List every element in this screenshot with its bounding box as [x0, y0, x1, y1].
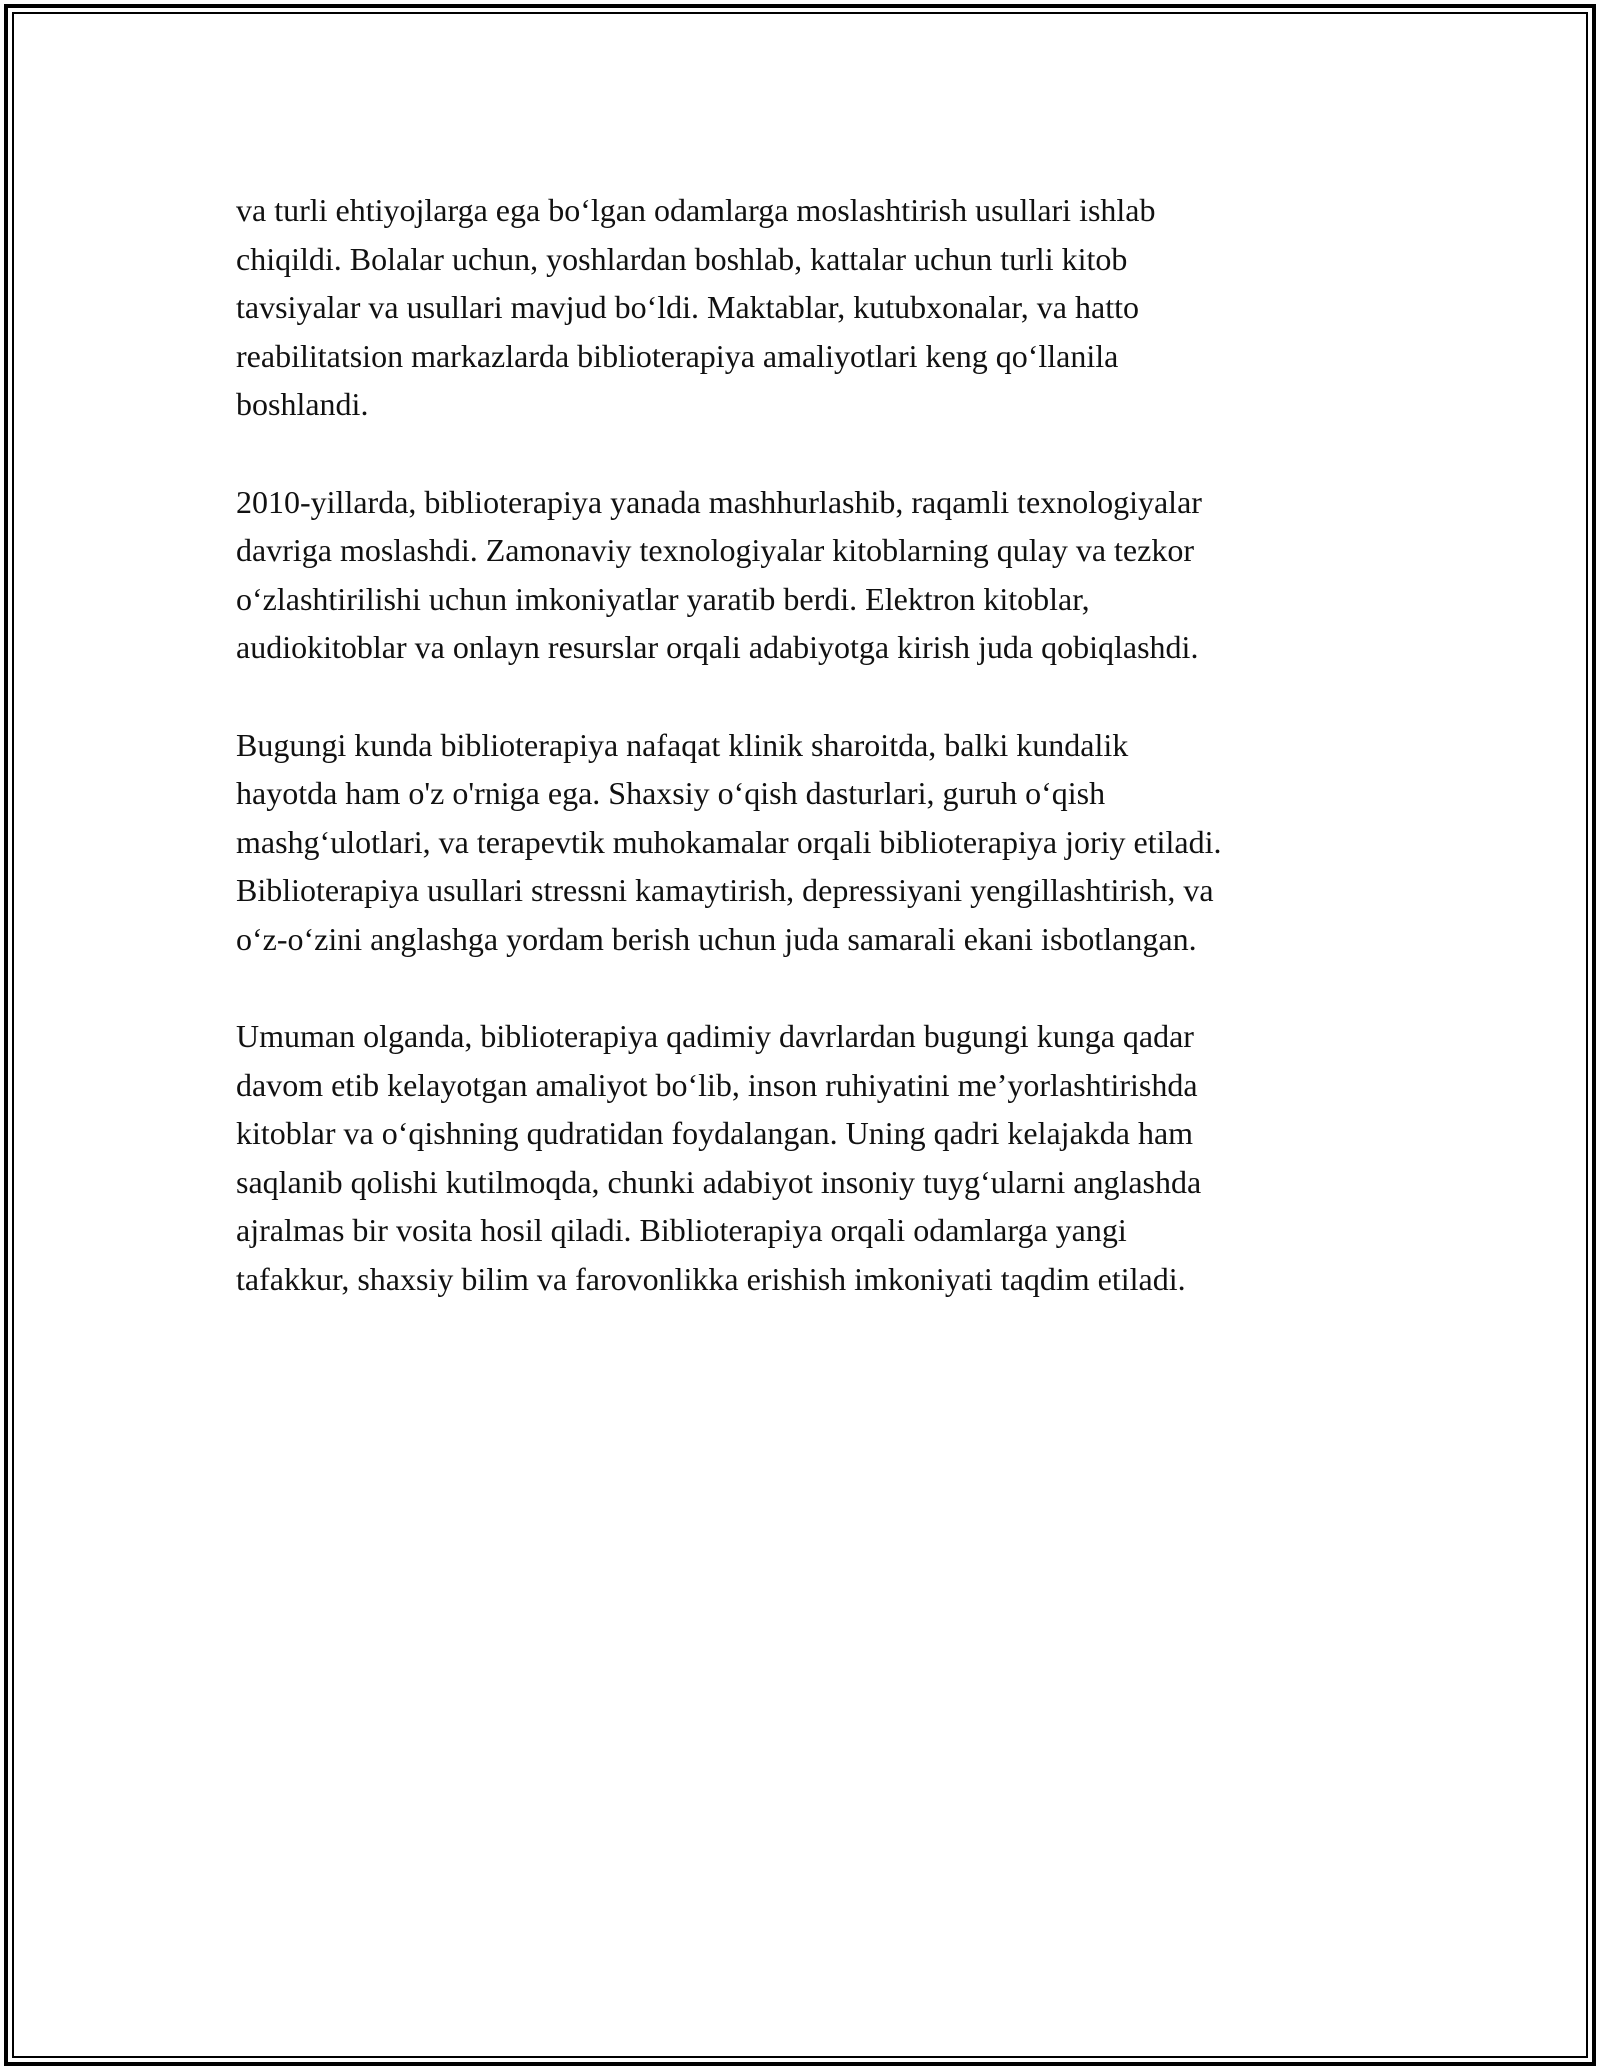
document-body [236, 186, 1376, 1352]
paragraph-4: Umuman olganda, biblioterapiya qadimiy davrlardan bugungi kunga qadar davom etib kelayotgan amaliyot bo‘lib, inson ruhiyatini me’yorlashtirishda kitoblar va o‘qishning qudratidan foydalangan. Uning qadri kelajakda ham saqlanib qolishi kutilmoqda, chunki adabiyot insoniy tuyg‘ularni anglashda ajralmas bir vosita hosil qiladi. Biblioterapiya orqali odamlarga yangi tafakkur, shaxsiy bilim va farovonlikka erishish imkoniyati taqdim etiladi. [236, 1018, 1202, 1297]
paragraph-2: 2010-yillarda, biblioterapiya yanada mashhurlashib, raqamli texnologiyalar davriga moslashdi. Zamonaviy texnologiyalar kitoblarning qulay va tezkor o‘zlashtirilishi uchun imkoniyatlar yaratib berdi. Elektron kitoblar, audiokitoblar va onlayn resurslar orqali adabiyotga kirish juda qobiqlashdi. [236, 483, 1202, 665]
paragraph-3: Bugungi kunda biblioterapiya nafaqat klinik sharoitda, balki kundalik hayotda ham o'z o'rniga ega. Shaxsiy o‘qish dasturlari, guruh o‘qish mashg‘ulotlari, va terapevtik muhokamalar orqali biblioterapiya joriy etiladi. Biblioterapiya usullari stressni kamaytirish, depressiyani yengillashtirish, va o‘z-o‘zini anglashga yordam berish uchun juda samarali ekani isbotlangan. [236, 726, 1222, 957]
paragraph-1: va turli ehtiyojlarga ega bo‘lgan odamlarga moslashtirish usullari ishlab chiqildi. Bolalar uchun, yoshlardan boshlab, kattalar uchun turli kitob tavsiyalar va usullari mavjud bo‘ldi. Maktablar, kutubxonalar, va hatto reabilitatsion markazlarda biblioterapiya amaliyotlari keng qo‘llanila boshlandi. [236, 192, 1156, 422]
